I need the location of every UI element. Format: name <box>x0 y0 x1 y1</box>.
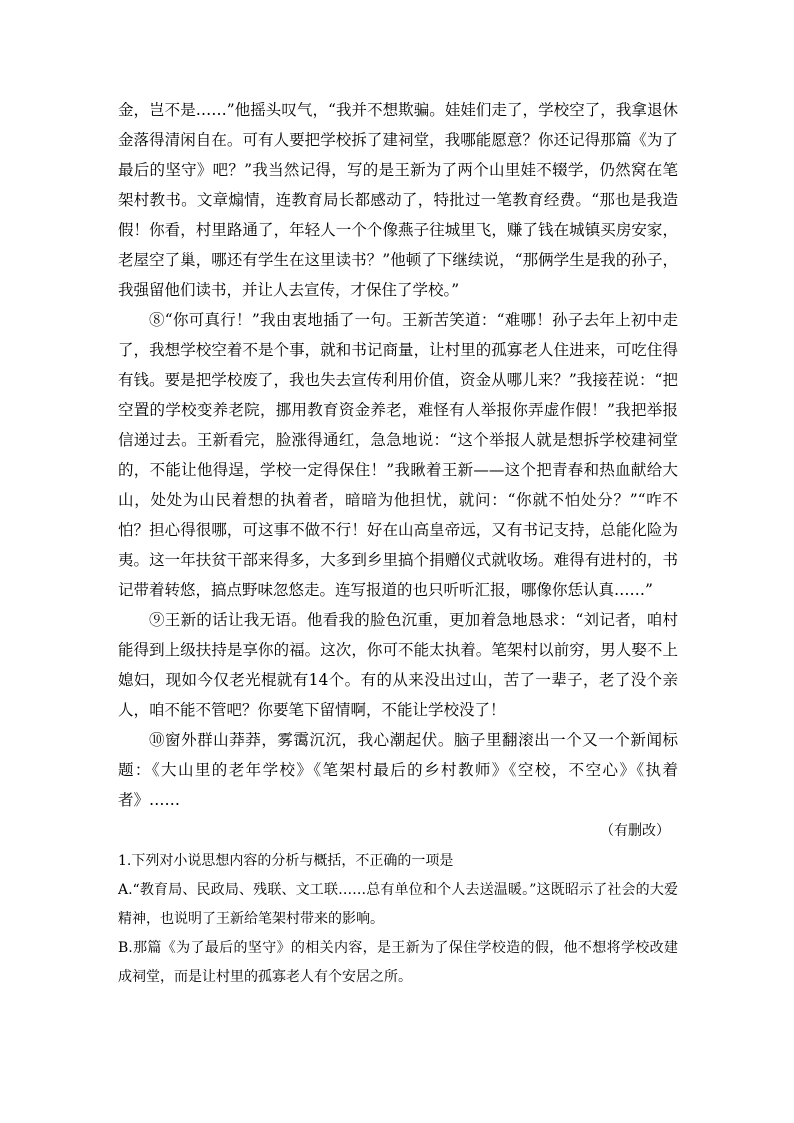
question-stem: 1.下列对小说思想内容的分析与概括，不正确的一项是 <box>118 853 454 869</box>
question-option-a: A.“教育局、民政局、残联、文工联……总有单位和个人去送温暖。”这既昭示了社会的大爱精神，也说明了王新给笔架村带来的影响。 <box>118 882 678 927</box>
passage-paragraph-continued: 金，岂不是……”他摇头叹气，“我并不想欺骗。娃娃们走了，学校空了，我拿退休金落得清闲自在。可有人要把学校拆了建祠堂，我哪能愿意？你还记得那篇《为了最后的坚守》吧？”我当然记得，写的是王新为了两个山里娃不辍学，仍然窝在笔架村教书。文章煽情，连教育局长都感动了，特批过一笔教育经费。“那也是我造假！你看，村里路通了，年轻人一个个像燕子往城里飞，赚了钱在城镇买房安家，老屋空了巢，哪还有学生在这里读书？”他顿了下继续说，“那俩学生是我的孙子，我强留他们读书，并让人去宣传，才保住了学校。” <box>118 101 678 299</box>
source-note: （有删改） <box>600 823 670 839</box>
passage-paragraph-8: ⑧“你可真行！”我由衷地插了一句。王新苦笑道：“难哪！孙子去年上初中走了，我想学校空着不是个事，就和书记商量，让村里的孤寡老人住进来，可吃住得有钱。要是把学校废了，我也失去宣传利用价值，资金从哪儿来？”我接茬说：“把空置的学校变养老院，挪用教育资金养老，难怪有人举报你弄虚作假！”我把举报信递过去。王新看完，脸涨得通红，急急地说：“这个举报人就是想拆学校建祠堂的，不能让他得逞，学校一定得保住！”我瞅着王新——这个把青春和热血献给大山，处处为山民着想的执着者，暗暗为他担忧，就问：“你就不怕处分？”“咋不怕？担心得很哪，可这事不做不行！好在山高皇帝远，又有书记支持，总能化险为夷。这一年扶贫干部来得多，大多到乡里搞个捐赠仪式就收场。难得有进村的，书记带着转悠，搞点野味忽悠走。连写报道的也只听听汇报，哪像你恁认真……” <box>118 311 678 599</box>
passage-paragraph-10: ⑩窗外群山莽莽，雾霭沉沉，我心潮起伏。脑子里翻滚出一个又一个新闻标题：《大山里的老年学校》《笔架村最后的乡村教师》《空校，不空心》《执着者》…… <box>118 731 678 809</box>
passage-paragraph-9: ⑨王新的话让我无语。他看我的脸色沉重，更加着急地恳求：“刘记者，咱村能得到上级扶持是享你的福。这次，你可不能太执着。笔架村以前穷，男人娶不上媳妇，现如今仅老光棍就有14个。有的从来没出过山，苦了一辈子，老了没个亲人，咱不能不管吧？你要笔下留情啊，不能让学校没了！ <box>118 611 678 719</box>
question-option-b: B.那篇《为了最后的坚守》的相关内容，是王新为了保住学校造的假，他不想将学校改建成祠堂，而是让村里的孤寡老人有个安居之所。 <box>118 940 678 985</box>
document-page <box>118 95 678 992</box>
